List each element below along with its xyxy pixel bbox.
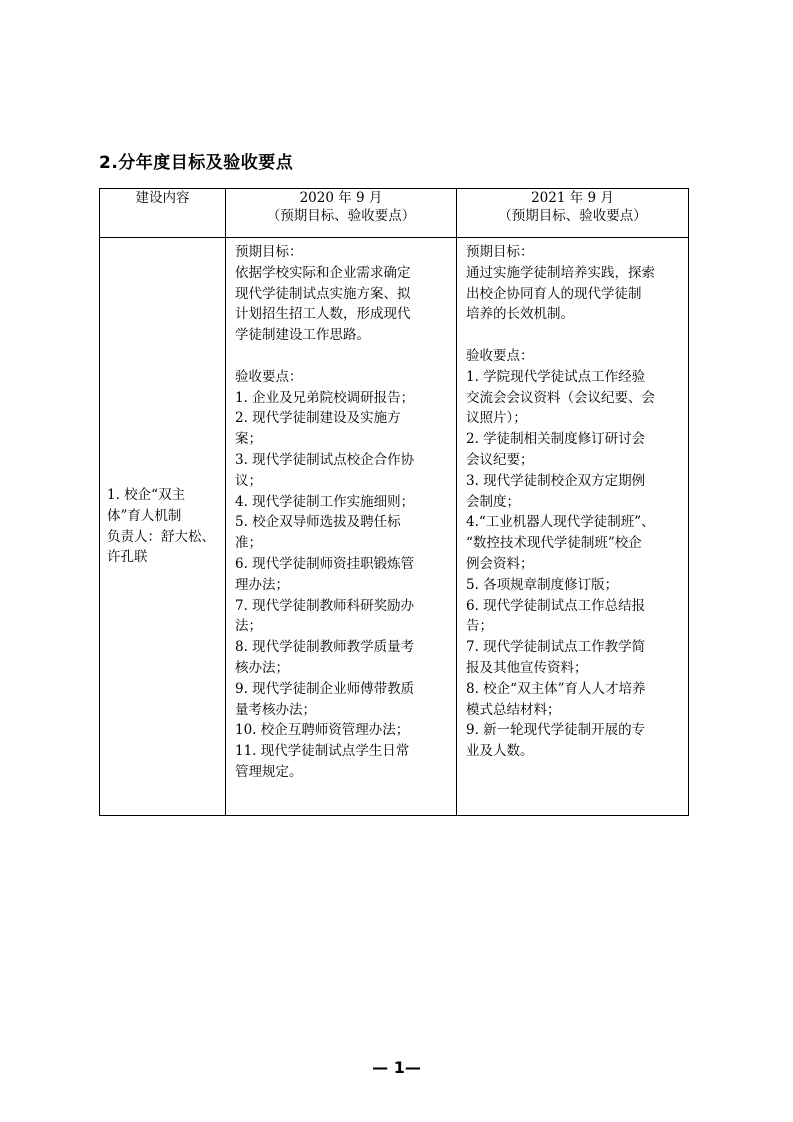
- goal-2021-line: 例会资料；: [466, 555, 534, 572]
- goal-2021-line: 6. 现代学徒制试点工作总结报: [466, 597, 646, 614]
- goal-2021-line: 4.“工业机器人现代学徒制班”、: [466, 514, 655, 531]
- construction-content-cell: [100, 238, 226, 816]
- goal-2021-line: 培养的长效机制。: [466, 306, 574, 323]
- goal-2020-line: 5. 校企双导师选拔及聘任标: [235, 514, 401, 531]
- goal-2020-line: 议；: [235, 472, 262, 489]
- goal-2021-line: 议照片）；: [466, 410, 527, 427]
- goal-2020-line: 法；: [235, 618, 262, 635]
- goal-2020-line: 4. 现代学徒制工作实施细则；: [235, 493, 415, 510]
- goal-2020-line: 10. 校企互聘师资管理办法；: [235, 722, 410, 739]
- content-line: 体”育人机制: [107, 507, 182, 524]
- goal-2021-line: 9. 新一轮现代学徒制开展的专: [466, 722, 646, 739]
- goal-2021-line: “数控技术现代学徒制班”校企: [466, 535, 642, 552]
- content-line: 负责人：舒大松、: [107, 528, 215, 545]
- goal-2021-line: 报及其他宣传资料；: [466, 659, 588, 676]
- goal-2021-line: 交流会会议资料（会议纪要、会: [466, 389, 655, 406]
- goal-2021-line: 模式总结材料；: [466, 701, 561, 718]
- blank-line: [235, 346, 448, 367]
- goal-2021-line: 出校企协同育人的现代学徒制: [466, 285, 642, 302]
- goal-2020-line: 现代学徒制试点实施方案、拟: [235, 285, 411, 302]
- table-header-row: [100, 189, 689, 238]
- header-2020: [226, 189, 457, 238]
- goal-2020-line: 核办法；: [235, 659, 289, 676]
- goal-2021-line: 会议纪要；: [466, 451, 534, 468]
- goal-2021-line: 5. 各项规章制度修订版；: [466, 576, 619, 593]
- header-construction-content: 建设内容: [100, 189, 226, 238]
- blank-line: [466, 325, 680, 346]
- goal-2020-line: 量考核办法；: [235, 701, 316, 718]
- header-2021-subtitle: （预期目标、验收要点）: [498, 208, 647, 224]
- goals-2020-cell: [226, 238, 457, 816]
- goal-2021-line: 2. 学徒制相关制度修订研讨会: [466, 431, 646, 448]
- goal-2020-line: 9. 现代学徒制企业师傅带教质: [235, 680, 415, 697]
- goal-2020-line: 学徒制建设工作思路。: [235, 327, 370, 344]
- goal-2020-line: 7. 现代学徒制教师科研奖励办: [235, 597, 415, 614]
- goal-2020-line: 依据学校实际和企业需求确定: [235, 264, 411, 281]
- content-line: 许孔联: [107, 549, 148, 566]
- goal-2020-line: 2. 现代学徒制建设及实施方: [235, 410, 401, 427]
- header-2021-title: 2021 年 9 月: [531, 190, 614, 206]
- goal-2020-line: 计划招生招工人数，形成现代: [235, 306, 411, 323]
- goal-2021-line: 7. 现代学徒制试点工作教学简: [466, 639, 646, 656]
- goal-2021-line: 会制度；: [466, 493, 520, 510]
- page-number: — 1—: [372, 1058, 421, 1077]
- goal-2020-line: 6. 现代学徒制师资挂职锻炼管: [235, 555, 415, 572]
- goal-2020-line: 准；: [235, 535, 262, 552]
- goal-2021-line: 1. 学院现代学徒试点工作经验: [466, 368, 646, 385]
- goal-2020-line: 11. 现代学徒制试点学生日常: [235, 743, 410, 760]
- content-line: 1. 校企“双主: [107, 486, 186, 503]
- goal-2020-line: 3. 现代学徒制试点校企合作协: [235, 451, 415, 468]
- annual-goals-table: [99, 188, 689, 816]
- header-2020-subtitle: （预期目标、验收要点）: [266, 208, 416, 224]
- goal-2021-line: 告；: [466, 618, 493, 635]
- goal-2021-line: 3. 现代学徒制校企双方定期例: [466, 472, 646, 489]
- goal-2020-line: 理办法；: [235, 576, 289, 593]
- header-2020-title: 2020 年 9 月: [299, 190, 383, 206]
- goals-2021-cell: [457, 238, 689, 816]
- goal-2020-line: 1. 企业及兄弟院校调研报告；: [235, 389, 415, 406]
- goal-2021-line: 预期目标：: [466, 244, 534, 260]
- goal-2020-line: 案；: [235, 431, 262, 448]
- section-heading: 2.分年度目标及验收要点: [99, 153, 294, 173]
- goal-2020-line: 验收要点：: [235, 368, 303, 385]
- table-row: [100, 238, 689, 816]
- goal-2020-line: 预期目标：: [235, 244, 303, 260]
- goal-2021-line: 通过实施学徒制培养实践，探索: [466, 264, 655, 281]
- goal-2021-line: 验收要点：: [466, 347, 534, 364]
- goal-2021-line: 业及人数。: [466, 743, 534, 760]
- goal-2021-line: 8. 校企“双主体”育人人才培养: [466, 680, 646, 697]
- header-2021: [457, 189, 689, 238]
- goal-2020-line: 8. 现代学徒制教师教学质量考: [235, 639, 415, 656]
- goal-2020-line: 管理规定。: [235, 763, 303, 780]
